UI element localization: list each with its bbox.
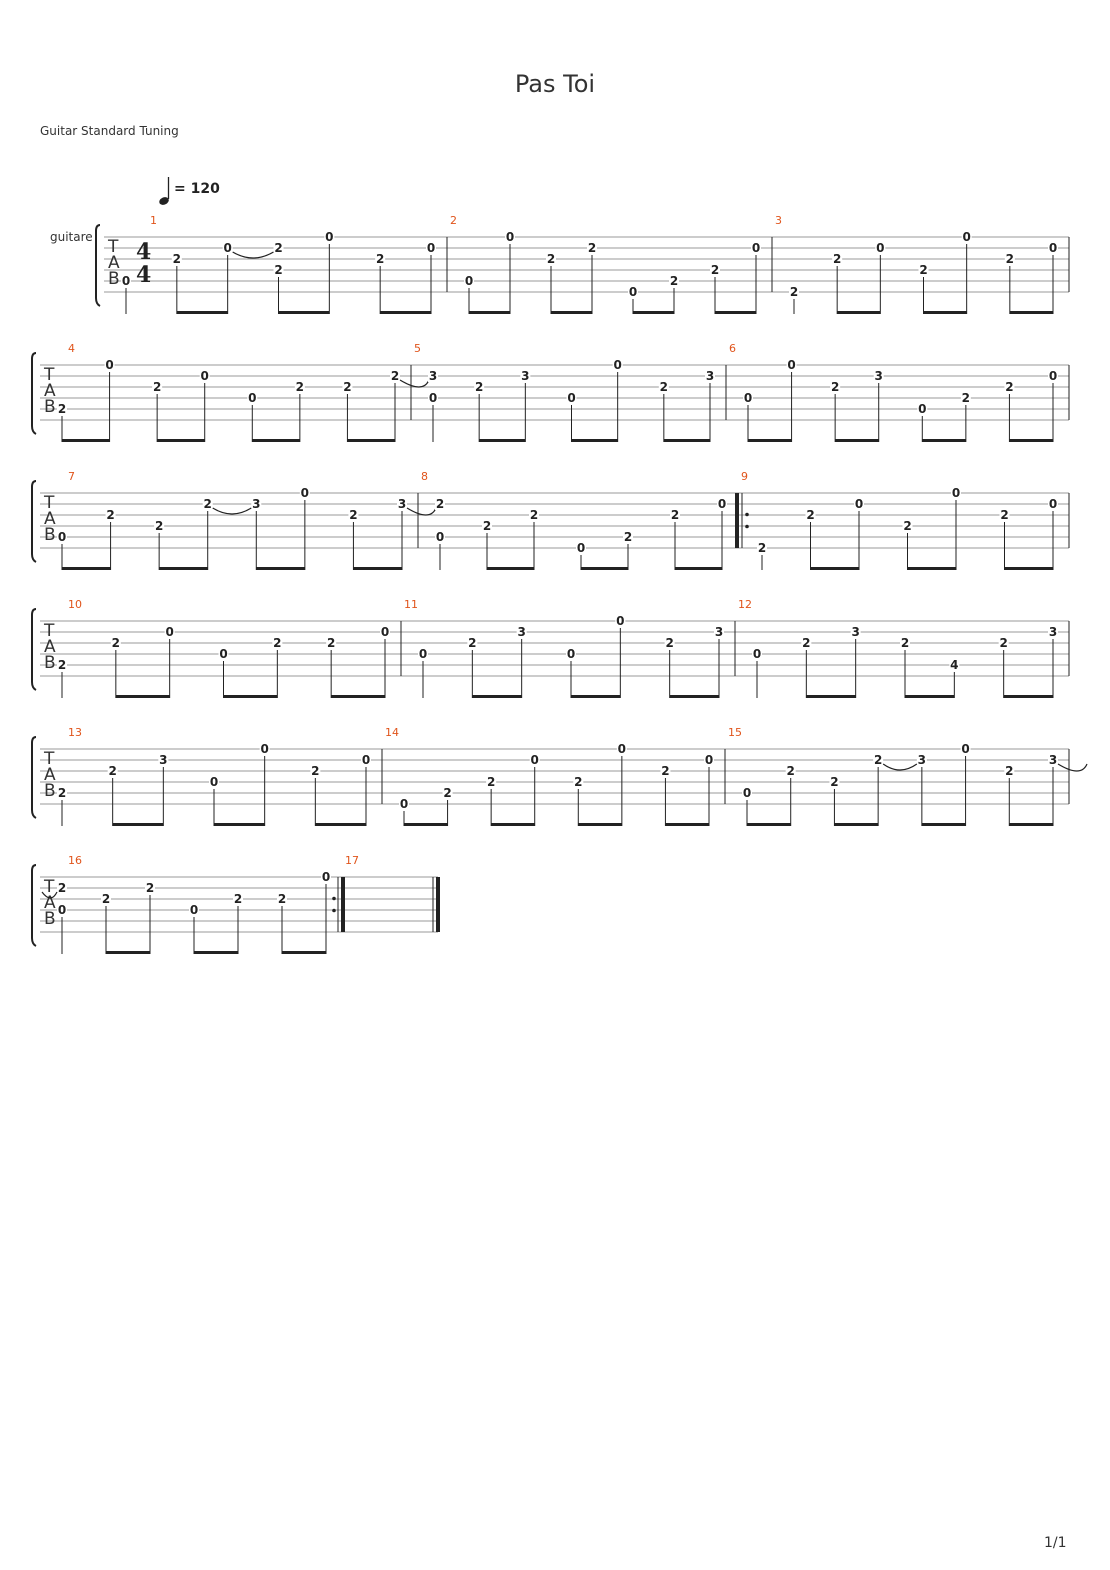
beam: [157, 439, 205, 442]
tab-clef-letter: A: [44, 381, 56, 401]
tab-clef-letter: B: [108, 269, 120, 289]
fret-number: 0: [918, 402, 927, 416]
fret-number: 2: [111, 636, 121, 650]
fret-number: 0: [380, 625, 390, 639]
system-bracket: [32, 737, 36, 818]
fret-number: 2: [529, 508, 539, 522]
fret-number: 0: [248, 391, 257, 405]
fret-number: 2: [390, 369, 400, 383]
fret-number: 2: [661, 764, 670, 778]
measure-number: 12: [738, 598, 752, 611]
tab-clef-letter: T: [44, 365, 55, 385]
beam: [675, 567, 722, 570]
tie: [213, 508, 252, 514]
fret-number: 0: [876, 241, 885, 255]
measure-number: 1: [150, 214, 157, 227]
fret-number: 3: [517, 625, 526, 639]
fret-number: 0: [962, 230, 971, 244]
tab-clef-letter: A: [44, 893, 56, 913]
beam: [1009, 439, 1053, 442]
beam: [715, 311, 756, 314]
fret-number: 3: [159, 753, 168, 767]
tab-clef-letter: B: [44, 653, 56, 673]
fret-number: 2: [295, 380, 305, 394]
fret-number: 0: [628, 285, 638, 299]
fret-number: 0: [418, 647, 428, 661]
fret-number: 3: [851, 625, 860, 639]
fret-number: 2: [1005, 252, 1015, 266]
fret-number: 0: [616, 614, 625, 628]
tab-clef-letter: A: [108, 253, 120, 273]
beam: [282, 951, 326, 954]
tab-system: [32, 342, 1069, 442]
tab-system: [32, 470, 1069, 570]
fret-number: 2: [343, 380, 352, 394]
fret-number: 0: [223, 241, 232, 255]
beam: [1004, 695, 1053, 698]
beam: [922, 823, 966, 826]
beam: [905, 695, 954, 698]
fret-number: 2: [152, 380, 162, 394]
beam: [62, 567, 111, 570]
fret-number: 2: [203, 497, 212, 511]
time-signature-bottom: 4: [136, 262, 152, 288]
fret-number: 0: [1048, 369, 1058, 383]
tab-clef-letter: A: [44, 765, 56, 785]
fret-number: 0: [566, 647, 576, 661]
tab-system: [96, 214, 1069, 314]
fret-number: 2: [375, 252, 385, 266]
fret-number: 3: [521, 369, 530, 383]
fret-number: 2: [786, 764, 795, 778]
beam: [279, 311, 330, 314]
tab-clef-letter: T: [44, 493, 55, 513]
fret-number: 3: [917, 753, 927, 767]
fret-number: 0: [325, 230, 334, 244]
beam: [106, 951, 150, 954]
fret-number: 2: [830, 380, 840, 394]
fret-number: 2: [274, 263, 283, 277]
fret-number: 2: [482, 519, 492, 533]
fret-number: 0: [464, 274, 474, 288]
fret-number: 0: [435, 530, 445, 544]
fret-number: 2: [587, 241, 597, 255]
instrument-label: guitare: [50, 230, 93, 244]
fret-number: 2: [670, 508, 680, 522]
fret-number: 2: [57, 658, 67, 672]
fret-number: 2: [546, 252, 556, 266]
fret-number: 0: [743, 391, 753, 405]
fret-number: 0: [200, 369, 209, 383]
fret-number: 2: [474, 380, 484, 394]
beam: [748, 439, 792, 442]
fret-number: 0: [165, 625, 174, 639]
beam: [487, 567, 534, 570]
measure-number: 14: [385, 726, 399, 739]
beam: [551, 311, 592, 314]
fret-number: 0: [961, 742, 970, 756]
fret-number: 0: [752, 647, 762, 661]
fret-number: 2: [274, 241, 283, 255]
beam: [331, 695, 385, 698]
fret-number: 2: [172, 252, 182, 266]
beam: [664, 439, 710, 442]
fret-number: 3: [1048, 753, 1058, 767]
fret-number: 0: [426, 241, 436, 255]
beam: [837, 311, 880, 314]
fret-number: 2: [999, 636, 1008, 650]
tab-clef-letter: B: [44, 397, 56, 417]
beam: [62, 439, 110, 442]
beam: [581, 567, 628, 570]
tab-clef-letter: A: [44, 509, 56, 529]
tie: [407, 508, 436, 515]
tab-system: [32, 854, 440, 954]
tie: [233, 252, 274, 258]
measure-number: 9: [741, 470, 748, 483]
beam: [404, 823, 448, 826]
system-bracket: [32, 865, 36, 946]
tab-system: [32, 598, 1069, 698]
tempo-marking: [158, 177, 220, 206]
fret-number: 0: [300, 486, 310, 500]
fret-number: 0: [219, 647, 228, 661]
fret-number: 2: [757, 541, 767, 555]
beam: [835, 439, 879, 442]
fret-number: 2: [468, 636, 477, 650]
fret-number: 3: [1048, 625, 1058, 639]
beam: [194, 951, 238, 954]
system-bracket: [32, 353, 36, 434]
beam: [811, 567, 860, 570]
beam: [479, 439, 525, 442]
fret-number: 2: [277, 892, 287, 906]
beam: [665, 823, 709, 826]
fret-number: 0: [189, 903, 199, 917]
beam: [747, 823, 791, 826]
fret-number: 3: [874, 369, 883, 383]
measure-number: 6: [729, 342, 736, 355]
fret-number: 2: [108, 764, 117, 778]
tab-clef-letter: B: [44, 909, 56, 929]
beam: [472, 695, 521, 698]
fret-number: 2: [311, 764, 320, 778]
beam: [571, 695, 620, 698]
tab-system: [32, 726, 1087, 826]
system-bracket: [96, 225, 100, 306]
fret-number: 3: [428, 369, 438, 383]
beam: [806, 695, 855, 698]
fret-number: 4: [950, 658, 959, 672]
fret-number: 2: [873, 753, 883, 767]
fret-number: 2: [710, 263, 720, 277]
beam: [922, 439, 966, 442]
fret-number: 2: [273, 636, 282, 650]
fret-number: 2: [145, 881, 155, 895]
measure-number: 5: [414, 342, 421, 355]
system-bracket: [32, 609, 36, 690]
beam: [834, 823, 878, 826]
repeat-dot: [332, 897, 336, 901]
measure-number: 4: [68, 342, 75, 355]
fret-number: 2: [326, 636, 336, 650]
beam: [469, 311, 510, 314]
system-bracket: [32, 481, 36, 562]
fret-number: 2: [1000, 508, 1009, 522]
fret-number: 0: [121, 274, 131, 288]
fret-number: 2: [832, 252, 842, 266]
tab-clef-letter: B: [44, 781, 56, 801]
fret-number: 2: [57, 402, 67, 416]
repeat-dot: [745, 513, 749, 517]
fret-number: 0: [105, 358, 114, 372]
fret-number: 0: [613, 358, 622, 372]
fret-number: 2: [486, 775, 496, 789]
fret-number: 2: [665, 636, 674, 650]
fret-number: 2: [830, 775, 839, 789]
fret-number: 0: [1048, 497, 1058, 511]
fret-number: 2: [106, 508, 115, 522]
fret-number: 2: [789, 285, 799, 299]
measure-number: 15: [728, 726, 742, 739]
fret-number: 2: [349, 508, 358, 522]
beam: [177, 311, 228, 314]
fret-number: 3: [705, 369, 715, 383]
fret-number: 0: [567, 391, 576, 405]
fret-number: 0: [260, 742, 269, 756]
final-thick-bar: [436, 877, 440, 932]
fret-number: 0: [576, 541, 586, 555]
fret-number: 0: [717, 497, 727, 511]
measure-number: 2: [450, 214, 457, 227]
beam: [116, 695, 170, 698]
fret-number: 2: [101, 892, 111, 906]
fret-number: 2: [57, 786, 67, 800]
tuning-label: Guitar Standard Tuning: [40, 124, 179, 138]
beam: [214, 823, 265, 826]
fret-number: 0: [530, 753, 539, 767]
measure-number: 7: [68, 470, 75, 483]
beam: [353, 567, 402, 570]
beam: [1009, 823, 1053, 826]
fret-number: 0: [854, 497, 864, 511]
fret-number: 2: [961, 391, 971, 405]
beam: [347, 439, 395, 442]
fret-number: 2: [1005, 380, 1014, 394]
beam: [491, 823, 535, 826]
beam: [1010, 311, 1053, 314]
tab-clef-letter: T: [44, 877, 55, 897]
beam: [380, 311, 431, 314]
beam: [1005, 567, 1054, 570]
fret-number: 2: [900, 636, 910, 650]
beam: [315, 823, 366, 826]
fret-number: 2: [659, 380, 669, 394]
tab-clef-letter: A: [44, 637, 56, 657]
fret-number: 2: [233, 892, 243, 906]
measure-number: 3: [775, 214, 782, 227]
fret-number: 2: [919, 263, 928, 277]
beam: [924, 311, 967, 314]
repeat-dot: [332, 909, 336, 913]
fret-number: 0: [1048, 241, 1058, 255]
fret-number: 2: [57, 881, 67, 895]
fret-number: 2: [669, 274, 679, 288]
fret-number: 0: [751, 241, 761, 255]
beam: [578, 823, 622, 826]
repeat-thick-bar: [735, 493, 739, 548]
fret-number: 0: [951, 486, 961, 500]
fret-number: 0: [57, 530, 67, 544]
fret-number: 2: [1005, 764, 1014, 778]
fret-number: 2: [802, 636, 811, 650]
tab-clef-letter: T: [108, 237, 119, 257]
fret-number: 0: [57, 903, 67, 917]
beam: [256, 567, 305, 570]
fret-number: 0: [399, 797, 409, 811]
fret-number: 0: [617, 742, 627, 756]
measure-number: 17: [345, 854, 359, 867]
fret-number: 3: [397, 497, 407, 511]
fret-number: 2: [574, 775, 583, 789]
fret-number: 0: [209, 775, 219, 789]
time-signature-top: 4: [136, 239, 152, 265]
beam: [159, 567, 208, 570]
fret-number: 0: [321, 870, 331, 884]
fret-number: 3: [252, 497, 261, 511]
measure-number: 8: [421, 470, 428, 483]
fret-number: 2: [435, 497, 445, 511]
tab-clef-letter: B: [44, 525, 56, 545]
fret-number: 2: [903, 519, 912, 533]
fret-number: 0: [505, 230, 515, 244]
tab-clef-letter: T: [44, 621, 55, 641]
page-number: 1/1: [1044, 1535, 1067, 1551]
tab-clef-letter: T: [44, 749, 55, 769]
tie: [1058, 764, 1087, 771]
fret-number: 0: [704, 753, 714, 767]
measure-number: 10: [68, 598, 82, 611]
fret-number: 0: [742, 786, 752, 800]
tie: [883, 764, 917, 770]
fret-number: 0: [361, 753, 371, 767]
beam: [113, 823, 164, 826]
beam: [224, 695, 278, 698]
fret-number: 3: [714, 625, 724, 639]
tempo-value: = 120: [174, 181, 220, 197]
tie: [400, 380, 429, 387]
measure-number: 16: [68, 854, 82, 867]
fret-number: 0: [428, 391, 438, 405]
fret-number: 0: [787, 358, 796, 372]
fret-number: 2: [806, 508, 815, 522]
measure-number: 13: [68, 726, 82, 739]
beam: [908, 567, 957, 570]
repeat-dot: [745, 525, 749, 529]
fret-number: 2: [443, 786, 452, 800]
beam: [633, 311, 674, 314]
beam: [670, 695, 719, 698]
song-title: Pas Toi: [514, 70, 596, 98]
beam: [252, 439, 300, 442]
fret-number: 2: [154, 519, 164, 533]
fret-number: 2: [623, 530, 633, 544]
measure-number: 11: [404, 598, 418, 611]
beam: [572, 439, 618, 442]
